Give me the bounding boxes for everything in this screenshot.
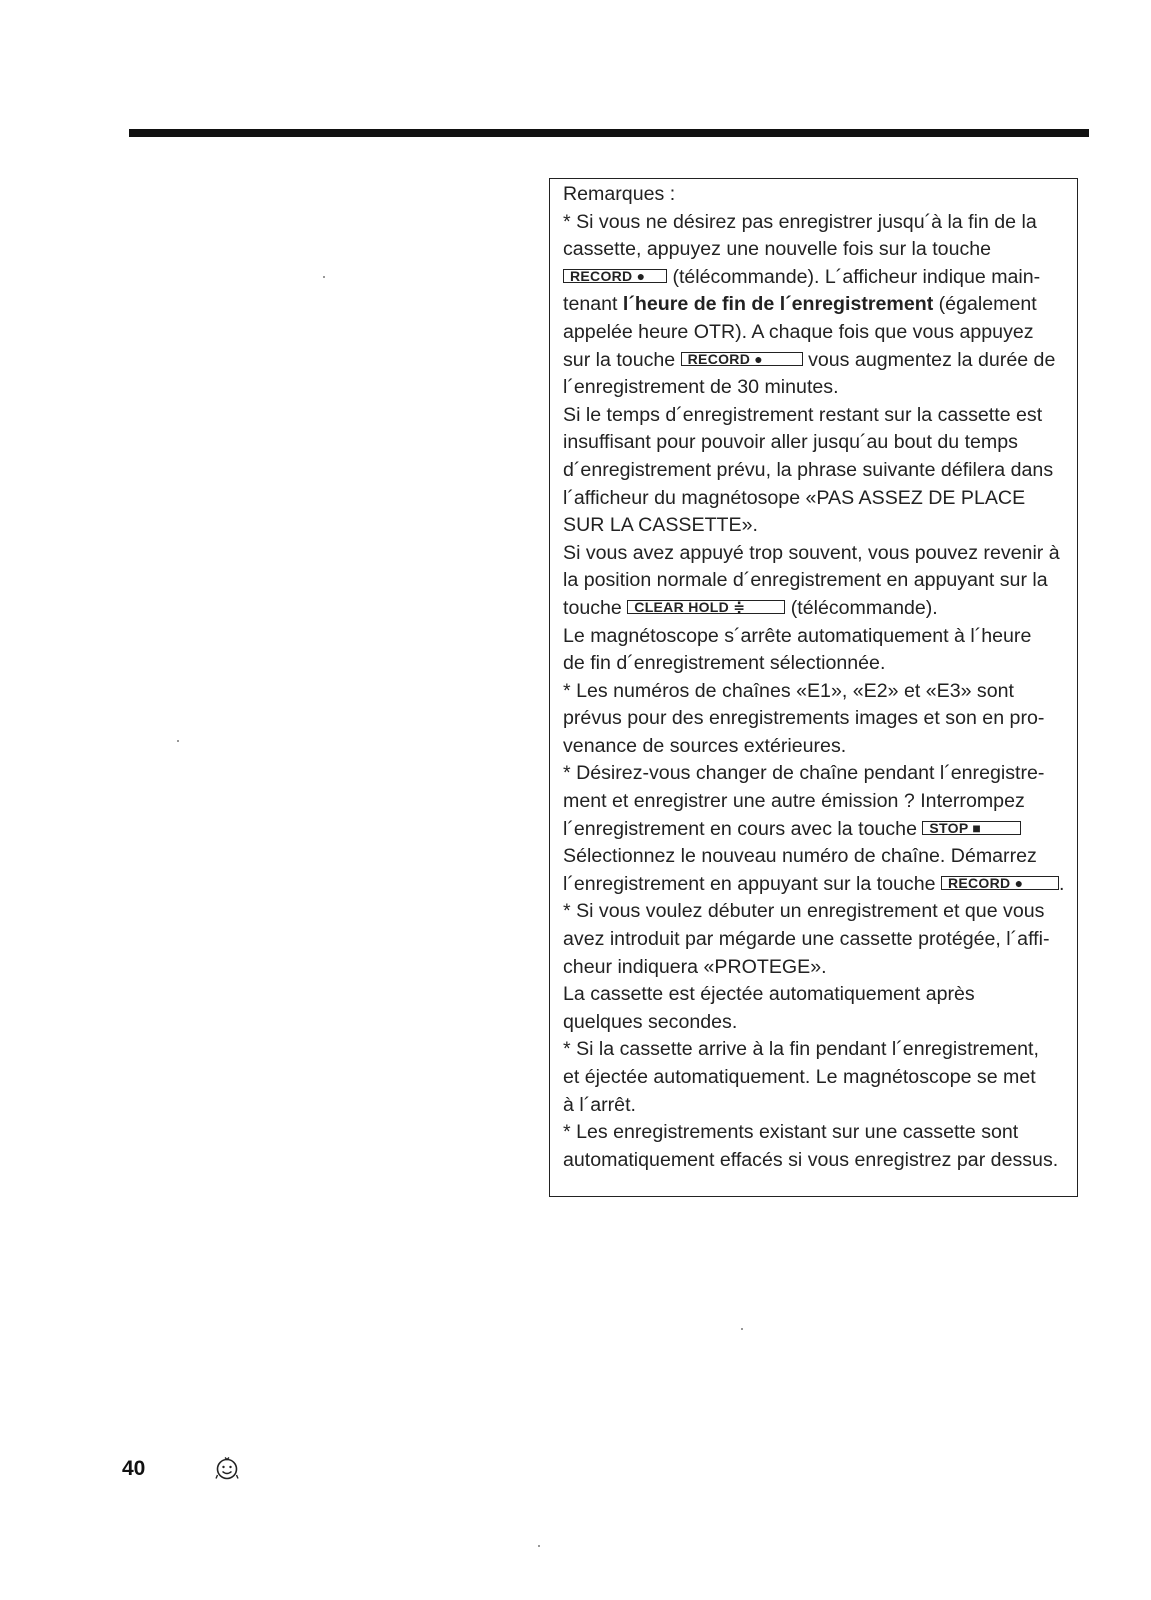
smiley-face-icon xyxy=(213,1455,241,1483)
scan-speck xyxy=(538,1545,540,1547)
stop-key-label: STOP ■ xyxy=(922,821,1021,835)
remarks-line: avez introduit par mégarde une cassette protégée, l´affi- xyxy=(563,928,1050,951)
remarks-line: appelée heure OTR). A chaque fois que vous appuyez xyxy=(563,320,1034,343)
remarks-line xyxy=(563,291,1071,319)
remarks-line: * Si la cassette arrive à la fin pendant l´enregistrement, xyxy=(563,1038,1039,1061)
remarks-line: la position normale d´enregistrement en appuyant sur la xyxy=(563,569,1048,592)
remarks-line: et éjectée automatiquement. Le magnétoscope se met xyxy=(563,1066,1036,1088)
remarks-line: insuffisant pour pouvoir aller jusqu´au bout du temps xyxy=(563,431,1018,454)
remarks-line: de fin d´enregistrement sélectionnée. xyxy=(563,652,886,675)
record-key-label: RECORD ● xyxy=(941,876,1059,890)
remarks-line: * Les numéros de chaînes «E1», «E2» et «E3» sont xyxy=(563,679,1014,702)
remarks-text-fragment: l´enregistrement en cours avec la touche xyxy=(563,817,923,840)
record-key-label: RECORD ● xyxy=(563,269,667,283)
remarks-line: cheur indiquera «PROTEGE». xyxy=(563,955,827,978)
remarks-line: Si vous avez appuyé trop souvent, vous pouvez revenir à xyxy=(563,541,1060,564)
remarks-line xyxy=(563,347,1071,375)
remarks-line: cassette, appuyez une nouvelle fois sur la touche xyxy=(563,238,992,261)
remarks-text-fragment: (télécommande). xyxy=(785,596,938,619)
remarks-text-fragment: (télécommande). L´afficheur indique main- xyxy=(667,265,1041,288)
remarks-line: l´enregistrement de 30 minutes. xyxy=(563,376,839,399)
remarks-line xyxy=(563,264,1071,292)
remarks-line: La cassette est éjectée automatiquement après xyxy=(563,983,975,1006)
remarks-line: SUR LA CASSETTE». xyxy=(563,514,758,537)
top-rule xyxy=(129,129,1089,137)
remarks-line xyxy=(563,595,1071,623)
scan-speck xyxy=(741,1328,743,1330)
remarks-line: venance de sources extérieures. xyxy=(563,734,847,757)
remarks-text-fragment: sur la touche xyxy=(563,348,681,371)
record-key-label: RECORD ● xyxy=(681,352,803,366)
remarks-line: Le magnétoscope s´arrête automatiquement à l´heure xyxy=(563,624,1032,647)
clear-hold-key-label: CLEAR HOLD ≑ xyxy=(627,600,785,614)
remarks-line xyxy=(563,816,1071,844)
remarks-line: Sélectionnez le nouveau numéro de chaîne. Démarrez xyxy=(563,845,1037,868)
remarks-line: * Si vous voulez débuter un enregistrement et que vous xyxy=(563,900,1045,923)
remarks-text-fragment: l´enregistrement en appuyant sur la touche xyxy=(563,872,941,895)
remarks-line: * Si vous ne désirez pas enregistrer jusqu´à la fin de la xyxy=(563,210,1037,233)
scan-speck xyxy=(323,276,325,278)
remarks-box xyxy=(549,178,1078,1197)
remarks-text-fragment: touche xyxy=(563,596,628,619)
remarks-text-fragment: (également xyxy=(933,293,1037,316)
remarks-line: l´afficheur du magnétosope «PAS ASSEZ DE PLACE xyxy=(563,486,1026,509)
remarks-line: * Désirez-vous changer de chaîne pendant l´enregistre- xyxy=(563,762,1045,785)
remarks-heading: Remarques : xyxy=(563,183,676,205)
remarks-line: à l´arrêt. xyxy=(563,1093,636,1116)
scan-speck xyxy=(177,740,179,742)
remarks-text-fragment: . xyxy=(1058,872,1065,895)
remarks-text xyxy=(563,181,1071,1174)
otr-emphasis: l´heure de fin de l´enregistrement xyxy=(622,293,934,316)
remarks-line: d´enregistrement prévu, la phrase suivante défilera dans xyxy=(563,458,1054,481)
remarks-text-fragment: vous augmentez la durée de xyxy=(802,348,1056,371)
remarks-line xyxy=(563,871,1071,899)
remarks-line: prévus pour des enregistrements images et son en pro- xyxy=(563,707,1045,730)
remarks-text-fragment: tenant xyxy=(563,293,623,316)
remarks-line: Si le temps d´enregistrement restant sur la cassette est xyxy=(563,403,1043,426)
remarks-line: quelques secondes. xyxy=(563,1010,738,1033)
remarks-line: * Les enregistrements existant sur une cassette sont xyxy=(563,1121,1019,1144)
remarks-line: ment et enregistrer une autre émission ? Interrompez xyxy=(563,790,1025,813)
remarks-line: automatiquement effacés si vous enregistrez par dessus. xyxy=(563,1148,1059,1171)
page-number: 40 xyxy=(122,1457,146,1480)
